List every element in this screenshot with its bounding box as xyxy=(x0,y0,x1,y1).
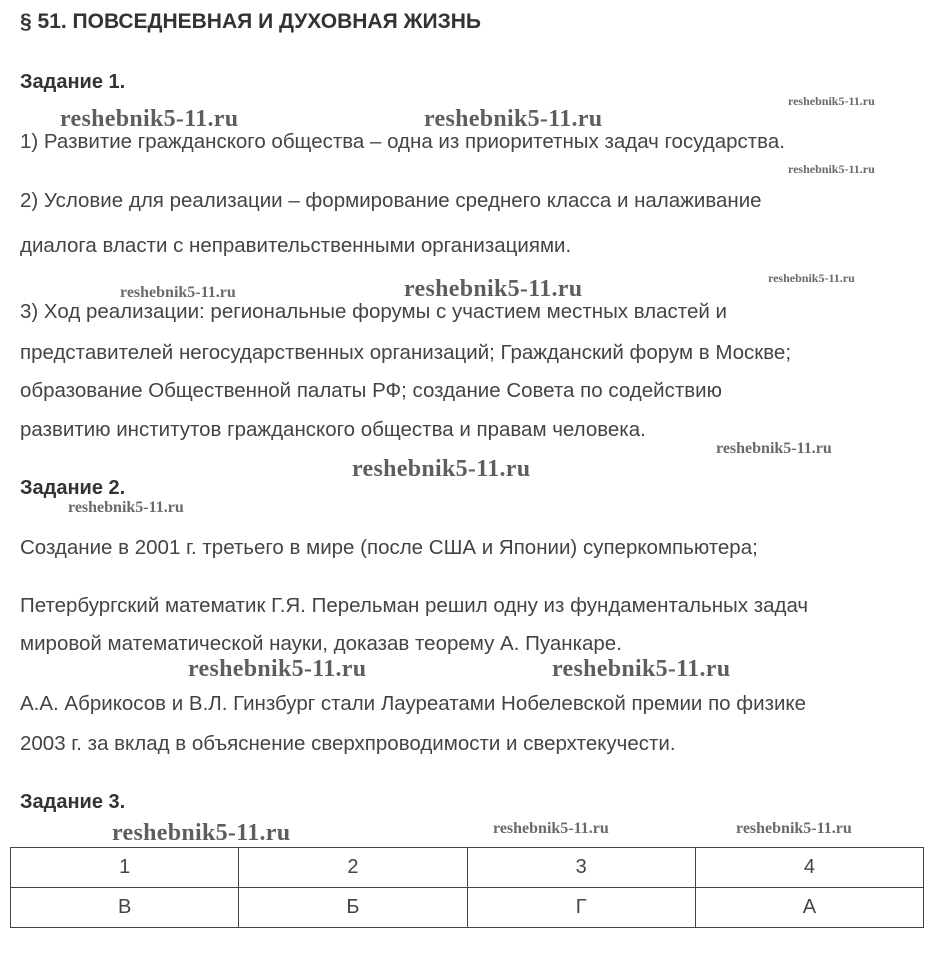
table-answer-cell: Г xyxy=(467,888,695,928)
task2-line: А.А. Абрикосов и В.Л. Гинзбург стали Лауреатами Нобелевской премии по физике xyxy=(20,692,807,715)
task1-line: 1) Развитие гражданского общества – одна из приоритетных задач государства. xyxy=(20,130,785,153)
table-row xyxy=(11,888,924,928)
task3-heading: Задание 3. xyxy=(20,791,126,813)
watermark: reshebnik5-11.ru xyxy=(120,284,236,301)
watermark: reshebnik5-11.ru xyxy=(352,456,531,482)
task1-line: развитию институтов гражданского общества и правам человека. xyxy=(20,418,646,441)
watermark: reshebnik5-11.ru xyxy=(68,499,184,516)
watermark: reshebnik5-11.ru xyxy=(788,94,875,108)
watermark: reshebnik5-11.ru xyxy=(716,440,832,457)
task1-line: представителей негосударственных организаций; Гражданский форум в Москве; xyxy=(20,341,792,364)
task1-line: диалога власти с неправительственными организациями. xyxy=(20,234,572,257)
watermark: reshebnik5-11.ru xyxy=(736,820,852,837)
task1-heading: Задание 1. xyxy=(20,71,126,93)
task2-line: Создание в 2001 г. третьего в мире (после США и Японии) суперкомпьютера; xyxy=(20,536,758,559)
watermark: reshebnik5-11.ru xyxy=(552,656,731,682)
table-header-cell: 2 xyxy=(239,848,467,888)
task1-line: 2) Условие для реализации – формирование среднего класса и налаживание xyxy=(20,189,762,212)
watermark: reshebnik5-11.ru xyxy=(424,106,603,132)
table-answer-cell: А xyxy=(695,888,923,928)
page-title: § 51. ПОВСЕДНЕВНАЯ И ДУХОВНАЯ ЖИЗНЬ xyxy=(20,10,481,33)
table-answer-cell: В xyxy=(11,888,239,928)
task2-line: Петербургский математик Г.Я. Перельман решил одну из фундаментальных задач xyxy=(20,594,809,617)
table-row xyxy=(11,848,924,888)
task2-line: мировой математической науки, доказав теорему А. Пуанкаре. xyxy=(20,632,622,655)
table-header-cell: 1 xyxy=(11,848,239,888)
watermark: reshebnik5-11.ru xyxy=(188,656,367,682)
task1-line: 3) Ход реализации: региональные форумы с участием местных властей и xyxy=(20,300,727,323)
watermark: reshebnik5-11.ru xyxy=(112,820,291,846)
table-answer-cell: Б xyxy=(239,888,467,928)
watermark: reshebnik5-11.ru xyxy=(788,162,875,176)
watermark: reshebnik5-11.ru xyxy=(60,106,239,132)
watermark: reshebnik5-11.ru xyxy=(404,276,583,302)
table-header-cell: 3 xyxy=(467,848,695,888)
answer-table xyxy=(10,847,924,928)
watermark: reshebnik5-11.ru xyxy=(768,271,855,285)
task1-line: образование Общественной палаты РФ; создание Совета по содействию xyxy=(20,379,722,402)
task2-line: 2003 г. за вклад в объяснение сверхпроводимости и сверхтекучести. xyxy=(20,732,676,755)
task2-heading: Задание 2. xyxy=(20,477,126,499)
watermark: reshebnik5-11.ru xyxy=(493,820,609,837)
table-header-cell: 4 xyxy=(695,848,923,888)
